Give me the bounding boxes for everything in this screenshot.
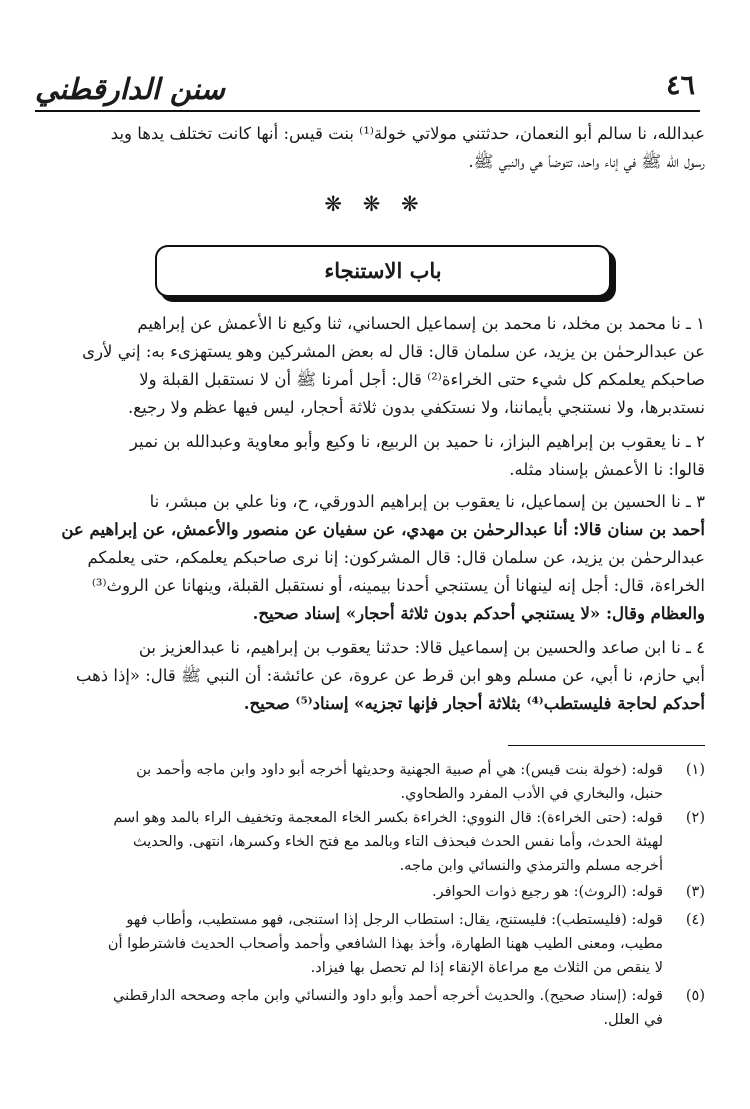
footnote-3 bbox=[40, 880, 705, 904]
intro-paragraph bbox=[40, 120, 705, 176]
text-line: الخراءة، قال: أجل إنه لينهانا أن يستنجي أحدنا بيمينه، أو نستقبل القبلة، وينهانا عن الروث⁽³⁾ bbox=[91, 576, 705, 595]
footnote-line: مطيب، ومعنى الطيب ههنا الطهارة، وأخذ بهذا الشافعي وأحمد وأصحاب الحديث فاشترطوا أن bbox=[107, 936, 663, 952]
footnote-line: في العلل. bbox=[603, 1012, 663, 1028]
text-line: عن عبدالرحمٰن بن يزيد، عن سلمان قال: قال له بعض المشركين وهو يستهزىء به: إني لأرى bbox=[82, 342, 705, 361]
footnote-number: (٣) bbox=[685, 884, 705, 900]
text-line: صاحبكم يعلمكم كل شيء حتى الخراءة⁽²⁾ قال: أجل أمرنا ﷺ أن لا نستقبل القبلة ولا bbox=[139, 370, 705, 389]
footnote-line: لا ينقص من الثلاث مع مراعاة الإنقاء إذا لم تحصل بها فيزاد. bbox=[310, 960, 663, 976]
footnote-line: أخرجه مسلم والترمذي والنسائي وابن ماجه. bbox=[399, 858, 663, 874]
footnote-rule bbox=[508, 745, 705, 746]
footnote-1 bbox=[40, 758, 705, 806]
text-line: نستدبرها، ولا نستنجي بأيماننا، ولا نستكفي بدون ثلاثة أحجار، ليس فيها عظم ولا رجيع. bbox=[128, 398, 705, 417]
section-separator: ❋ ❋ ❋ bbox=[324, 192, 426, 216]
chapter-title: باب الاستنجاء bbox=[324, 258, 442, 283]
footnote-line: قوله: (الروث): هو رجيع ذوات الحوافر. bbox=[431, 884, 663, 900]
chapter-heading bbox=[155, 245, 611, 297]
footnote-5 bbox=[40, 984, 705, 1032]
footnote-line: لهيئة الحدث، وأما نفس الحدث فبحذف التاء وبالمد مع فتح الخاء وكسرها، انتهى. والحديث bbox=[133, 834, 663, 850]
footnote-number: (٢) bbox=[685, 810, 705, 826]
hadith-1 bbox=[40, 310, 705, 422]
hadith-3 bbox=[40, 488, 705, 628]
text-line: عبدالله، نا سالم أبو النعمان، حدثتني مولاتي خولة⁽¹⁾ بنت قيس: أنها كانت تختلف يدها ويد bbox=[110, 124, 705, 143]
text-line: عبدالرحمٰن بن يزيد، عن سلمان قال: قال المشركون: إنا نرى صاحبكم يعلمكم، حتى يعلمكم bbox=[87, 548, 705, 567]
footnote-line: قوله: (حتى الخراءة): قال النووي: الخراءة بكسر الخاء المعجمة وتخفيف الراء بالمد وهو اسم bbox=[113, 810, 663, 826]
book-title: سنن الدارقطني bbox=[35, 72, 225, 106]
page-number: ٤٦ bbox=[665, 70, 695, 101]
header-rule bbox=[35, 110, 700, 112]
footnote-number: (٤) bbox=[685, 912, 705, 928]
text-line: ٣ ـ نا الحسين بن إسماعيل، نا يعقوب بن إبراهيم الدورقي، ح، ونا علي بن مبشر، نا bbox=[149, 492, 705, 511]
text-line: ١ ـ نا محمد بن مخلد، نا محمد بن إسماعيل الحساني، ثنا وكيع نا الأعمش عن إبراهيم bbox=[137, 314, 705, 333]
footnote-2 bbox=[40, 806, 705, 878]
footnote-number: (١) bbox=[685, 762, 705, 778]
footnote-line: قوله: (فليستطب): فليستنج، يقال: استطاب الرجل إذا استنجى، فهو مستطيب، وأطاب فهو bbox=[126, 912, 663, 928]
text-line: ٢ ـ نا يعقوب بن إبراهيم البزاز، نا حميد بن الربيع، نا وكيع وأبو معاوية وعبدالله بن نمير bbox=[129, 432, 705, 451]
footnote-number: (٥) bbox=[685, 988, 705, 1004]
text-line: ٤ ـ نا ابن صاعد والحسين بن إسماعيل قالا: حدثنا يعقوب بن إبراهيم، نا عبدالعزيز بن bbox=[138, 638, 705, 657]
text-line: رسول الله ﷺ في إناء واحد، تتوضأ هي والنبي ﷺ. bbox=[468, 152, 705, 171]
footnote-line: قوله: (إسناد صحيح). والحديث أخرجه أحمد وأبو داود والنسائي وابن ماجه وصححه الدارقطني bbox=[113, 988, 663, 1004]
text-line: والعظام وقال: «لا يستنجي أحدكم بدون ثلاثة أحجار» إسناد صحيح. bbox=[252, 604, 705, 623]
footnote-line: قوله: (خولة بنت قيس): هي أم صبية الجهنية وحديثها أخرجه أبو داود وابن ماجه وأحمد بن bbox=[136, 762, 663, 778]
footnote-4 bbox=[40, 908, 705, 980]
text-line: أحمد بن سنان قالا: أنا عبدالرحمٰن بن مهدي، عن سفيان عن منصور والأعمش، عن إبراهيم عن bbox=[61, 520, 705, 539]
hadith-4 bbox=[40, 634, 705, 718]
text-line: أبي حازم، نا أبي، عن مسلم وهو ابن قرط عن عروة، عن عائشة: أن النبي ﷺ قال: «إذا ذهب bbox=[75, 666, 705, 685]
text-line: أحدكم لحاجة فليستطب⁽⁴⁾ بثلاثة أحجار فإنها تجزيه» إسناد⁽⁵⁾ صحيح. bbox=[243, 694, 705, 713]
footnote-line: حنبل، والبخاري في الأدب المفرد والطحاوي. bbox=[400, 786, 663, 802]
hadith-2 bbox=[40, 428, 705, 484]
text-line: قالوا: نا الأعمش بإسناد مثله. bbox=[509, 460, 705, 479]
